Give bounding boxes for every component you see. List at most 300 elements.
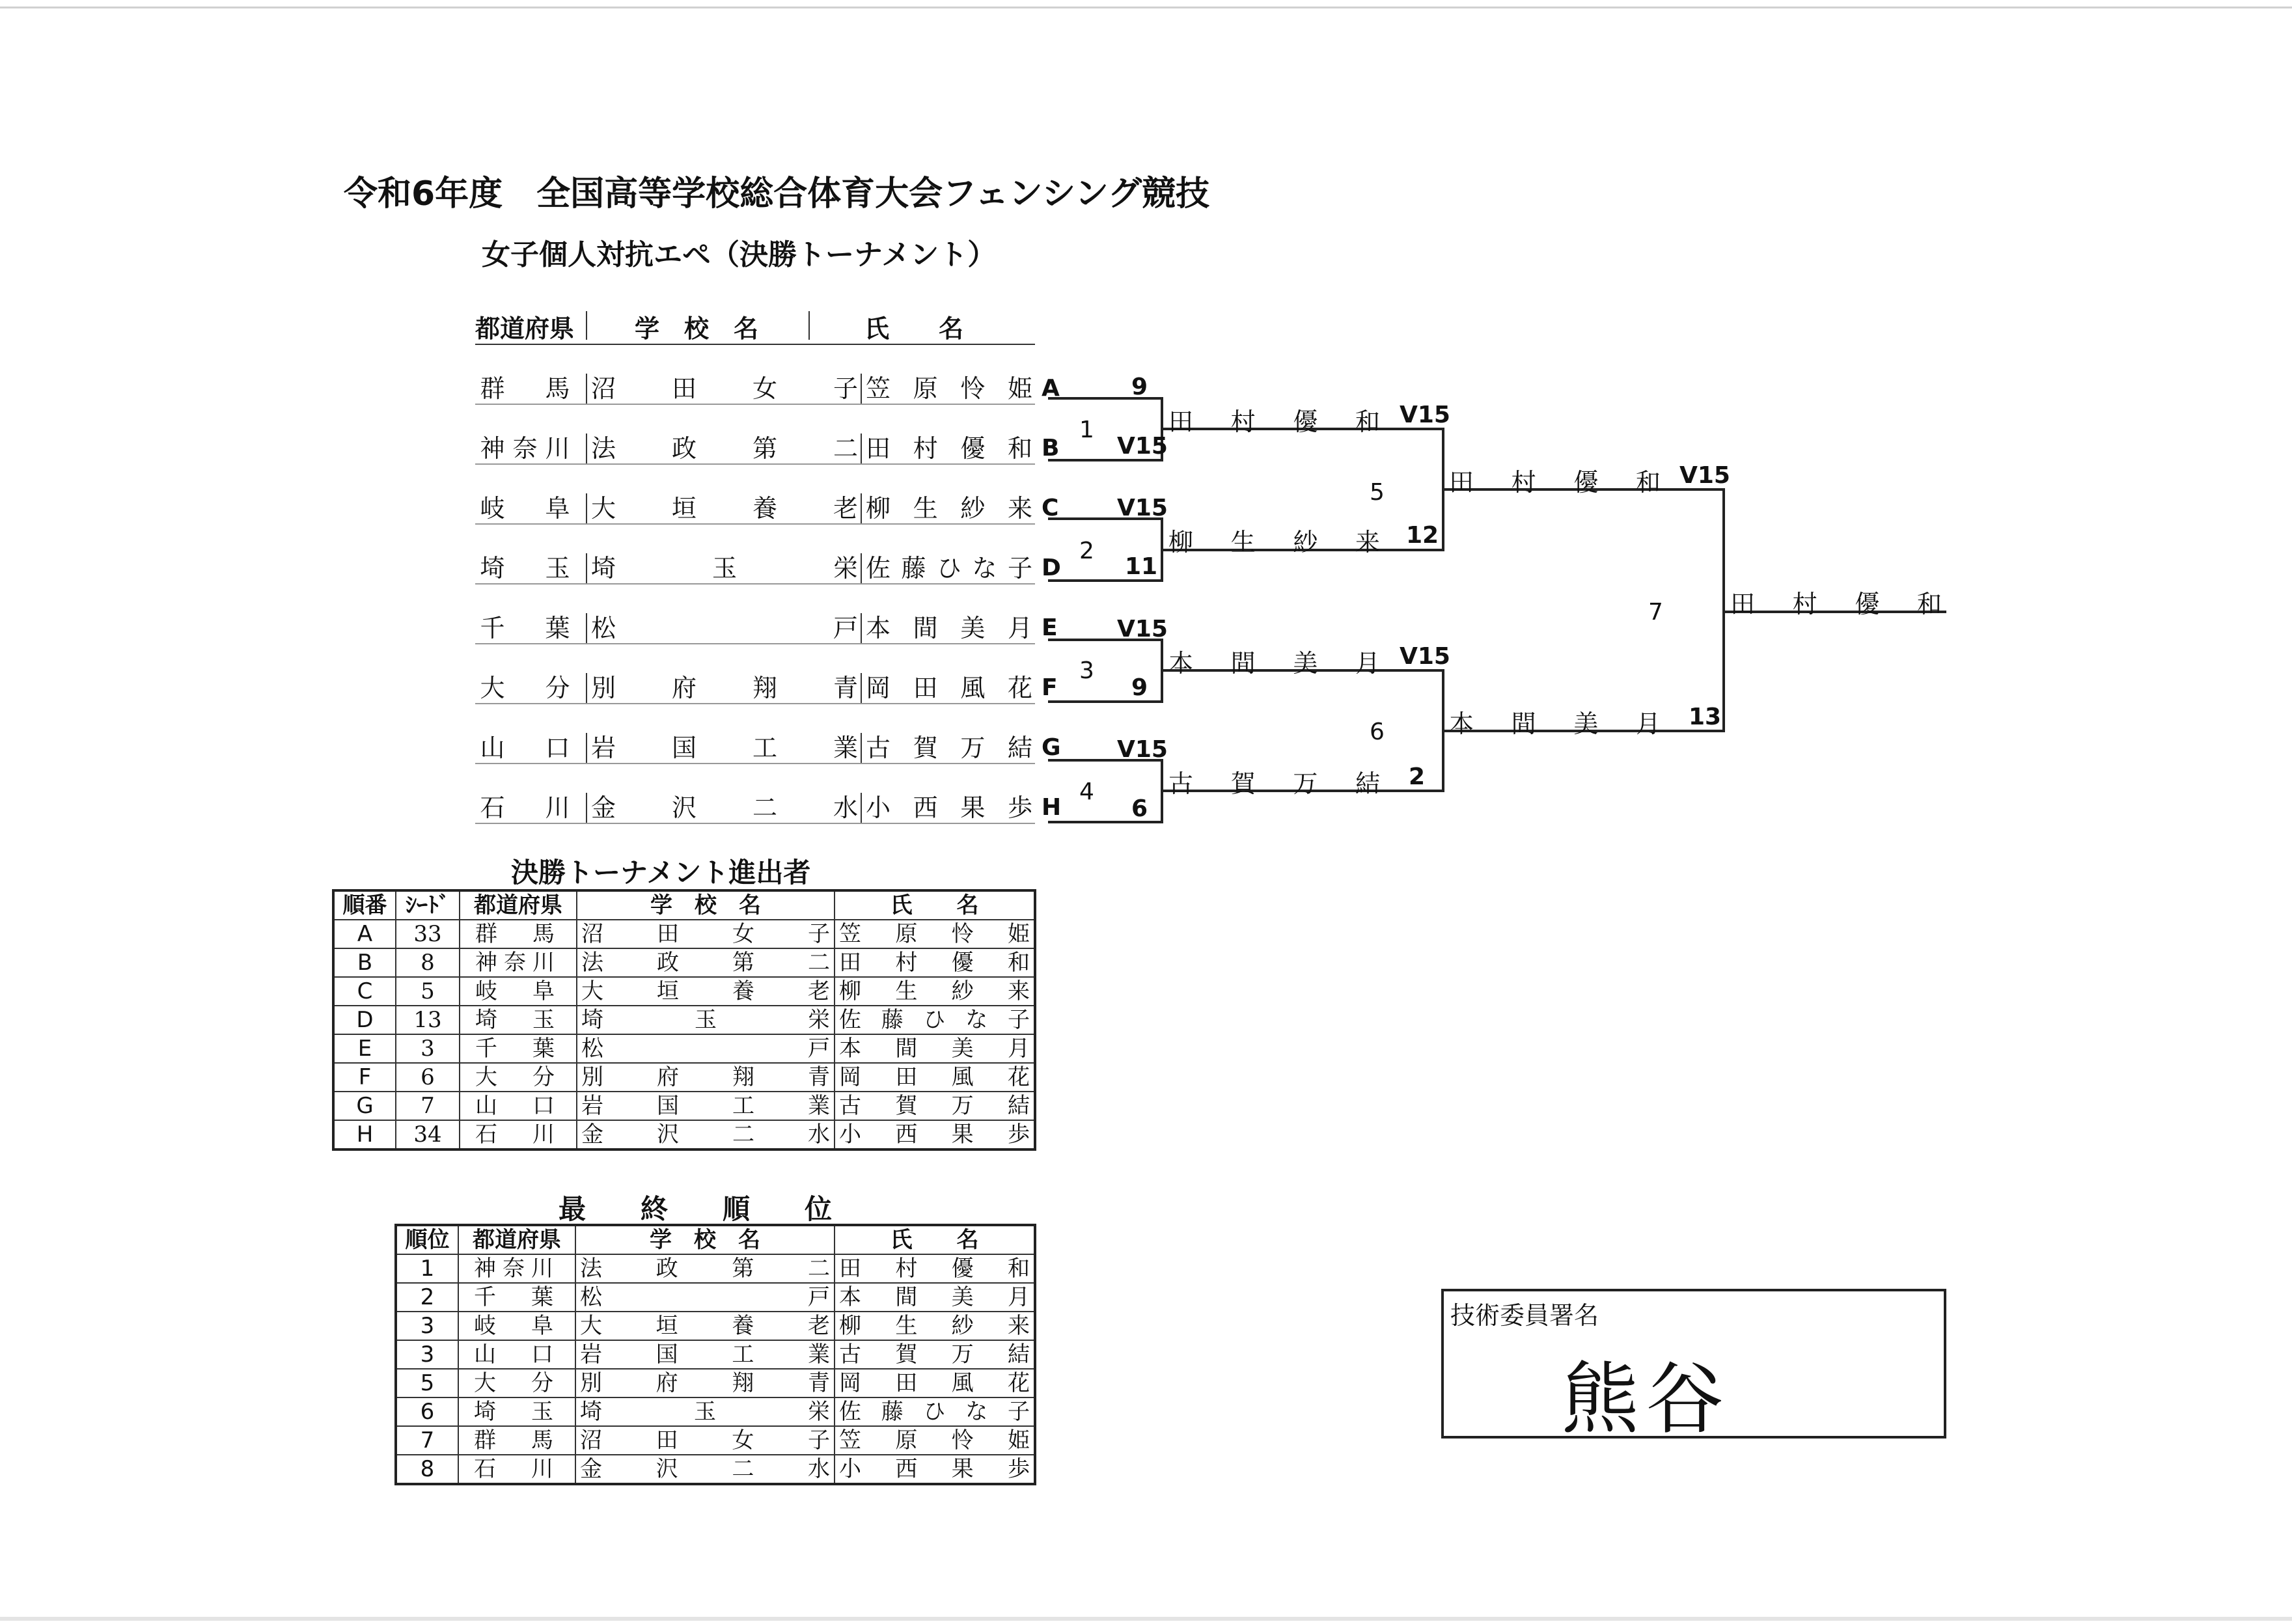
table-row bbox=[396, 1426, 1035, 1455]
school-cell-char: 大 bbox=[581, 978, 603, 1004]
name-cell-char: 結 bbox=[1007, 1342, 1030, 1368]
prefecture-cell: 石 川 bbox=[460, 1120, 577, 1149]
winner-name-char: 万 bbox=[1293, 769, 1318, 798]
school-cell-text bbox=[580, 1312, 830, 1340]
name-cell bbox=[835, 1254, 1035, 1283]
school-cell-char: 法 bbox=[580, 1256, 602, 1282]
name-cell-char: 柳 bbox=[839, 1313, 861, 1339]
school-cell bbox=[577, 948, 835, 977]
prefecture-cell: 埼 玉 bbox=[458, 1397, 575, 1426]
prefecture-cell: 大 分 bbox=[458, 1369, 575, 1397]
entrant-school bbox=[586, 793, 858, 823]
school-cell-char: 松 bbox=[580, 1284, 602, 1310]
name-cell-char: 古 bbox=[839, 1342, 861, 1368]
champion-name-char: 優 bbox=[1855, 590, 1880, 618]
school-cell-char: 府 bbox=[657, 1064, 679, 1090]
final-rankings-title: 最 終 順 位 bbox=[559, 1193, 833, 1225]
bracket-entrant-list bbox=[475, 305, 1062, 824]
name-cell-char: 姫 bbox=[1007, 921, 1030, 947]
entrant-school-char: 政 bbox=[671, 434, 697, 463]
bracket-line-bout-3 bbox=[1048, 640, 1162, 702]
name-cell-char: 古 bbox=[839, 1093, 861, 1119]
entrant-school bbox=[586, 434, 858, 463]
bracket-entrant-row bbox=[475, 704, 1061, 764]
col-school: 学 校 名 bbox=[575, 1225, 835, 1254]
entrant-school bbox=[586, 733, 858, 763]
bracket-entrant-row bbox=[475, 525, 1061, 585]
entrant-underline bbox=[475, 823, 1035, 824]
school-cell-char: 二 bbox=[808, 950, 830, 976]
col-seed: ｼｰﾄﾞ bbox=[396, 890, 460, 920]
entrant-school-char: 第 bbox=[752, 434, 777, 463]
rank-cell: 5 bbox=[396, 1369, 458, 1397]
table-row bbox=[396, 1369, 1035, 1397]
bout-number-6: 6 bbox=[1370, 719, 1385, 745]
entrant-name-char: 賀 bbox=[913, 734, 938, 762]
school-cell-char: 青 bbox=[808, 1064, 830, 1090]
name-cell-char: 間 bbox=[895, 1036, 918, 1062]
name-cell-char: 来 bbox=[1007, 1313, 1030, 1339]
seed-cell: 13 bbox=[396, 1006, 460, 1034]
header-divider bbox=[586, 311, 587, 340]
name-cell bbox=[835, 1340, 1035, 1369]
order-cell: F bbox=[333, 1063, 396, 1092]
name-cell bbox=[835, 977, 1035, 1006]
entrant-name bbox=[861, 733, 1035, 763]
entrant-school-char: 沢 bbox=[671, 793, 697, 822]
advancers-header-row bbox=[333, 890, 1035, 920]
name-cell-char: 岡 bbox=[839, 1370, 861, 1396]
entrant-prefecture: 千 葉 bbox=[480, 614, 578, 642]
name-cell-char: ひ bbox=[923, 1007, 946, 1033]
school-cell bbox=[577, 1063, 835, 1092]
entrant-school-char: 水 bbox=[833, 793, 858, 822]
school-cell-text bbox=[581, 949, 830, 976]
advancers-table bbox=[332, 889, 1036, 1151]
entrant-name bbox=[861, 793, 1035, 823]
name-cell-char: 笠 bbox=[839, 921, 861, 947]
bracket-entrant-row bbox=[475, 405, 1060, 465]
name-cell-char: 歩 bbox=[1007, 1456, 1030, 1482]
name-cell-char: 怜 bbox=[951, 921, 974, 947]
rank-cell: 8 bbox=[396, 1455, 458, 1484]
entrant-school-char: 松 bbox=[591, 614, 616, 642]
prefecture-cell: 岐 阜 bbox=[458, 1312, 575, 1340]
name-cell-char: 和 bbox=[1007, 1256, 1030, 1282]
order-cell: B bbox=[333, 948, 396, 977]
name-cell-char: 賀 bbox=[895, 1342, 918, 1368]
entrant-prefecture: 群 馬 bbox=[480, 374, 578, 403]
champion-name-char: 田 bbox=[1730, 590, 1756, 618]
winner-name-char: 紗 bbox=[1293, 528, 1318, 557]
rank-cell: 6 bbox=[396, 1397, 458, 1426]
name-cell-char: 美 bbox=[951, 1036, 974, 1062]
name-cell-char: 紗 bbox=[951, 1313, 974, 1339]
school-cell-char: 岩 bbox=[581, 1093, 603, 1119]
name-cell-text bbox=[839, 1255, 1030, 1282]
signature-value: 熊谷 bbox=[1561, 1355, 1730, 1445]
entrant-name-char: 生 bbox=[913, 494, 938, 523]
name-cell-char: 結 bbox=[1007, 1093, 1030, 1119]
name-cell-text bbox=[839, 1398, 1030, 1425]
entrant-name-char: 優 bbox=[960, 434, 986, 463]
order-cell: G bbox=[333, 1092, 396, 1120]
score-b: V15 bbox=[1117, 433, 1168, 460]
name-cell-char: 来 bbox=[1007, 978, 1030, 1004]
entrant-school-char: 青 bbox=[833, 674, 858, 702]
winner-name-char: 優 bbox=[1573, 468, 1599, 497]
name-cell bbox=[835, 1397, 1035, 1426]
bracket-entrant-row bbox=[475, 764, 1062, 824]
col-name: 氏 名 bbox=[835, 1225, 1035, 1254]
entrant-name-char: 風 bbox=[960, 674, 986, 702]
entrant-school-char: 二 bbox=[752, 793, 777, 822]
col-pref: 都道府県 bbox=[458, 1225, 575, 1254]
entrant-school-char: 玉 bbox=[711, 554, 737, 583]
prefecture-cell: 大 分 bbox=[460, 1063, 577, 1092]
round1-winner-1-score: V15 bbox=[1400, 402, 1450, 428]
entrant-letter: D bbox=[1042, 555, 1061, 581]
name-cell-char: 田 bbox=[839, 950, 861, 976]
school-cell bbox=[575, 1312, 835, 1340]
winner-name-char: 賀 bbox=[1230, 769, 1256, 798]
name-cell bbox=[835, 1312, 1035, 1340]
name-cell-char: 生 bbox=[895, 978, 918, 1004]
bout-number-5: 5 bbox=[1370, 479, 1385, 506]
entrant-letter: H bbox=[1042, 794, 1062, 821]
entrant-name bbox=[861, 553, 1035, 583]
school-cell-text bbox=[581, 1092, 830, 1120]
school-cell-char: 子 bbox=[807, 1427, 830, 1453]
entrant-school bbox=[586, 673, 858, 703]
school-cell-char: 青 bbox=[807, 1370, 830, 1396]
school-cell-char: 府 bbox=[656, 1370, 678, 1396]
entrant-letter: E bbox=[1042, 614, 1058, 641]
winner-name-char: 本 bbox=[1168, 649, 1194, 678]
entrant-school-char: 戸 bbox=[833, 614, 858, 642]
name-cell-text bbox=[839, 1121, 1030, 1148]
school-cell-text bbox=[581, 1064, 830, 1091]
name-cell-text bbox=[839, 1035, 1030, 1062]
entrant-name-char: 本 bbox=[866, 614, 891, 642]
winner-name-char: 月 bbox=[1635, 709, 1661, 738]
winner-name-char: 古 bbox=[1168, 769, 1194, 798]
school-cell-char: 田 bbox=[657, 921, 679, 947]
round1-winner-4 bbox=[1168, 764, 1380, 799]
name-cell-char: 風 bbox=[951, 1370, 974, 1396]
rank-cell: 7 bbox=[396, 1426, 458, 1455]
entrant-name-char: 佐 bbox=[866, 554, 891, 583]
page-edge-top bbox=[0, 7, 2292, 8]
entrant-school-char: 子 bbox=[833, 374, 858, 403]
name-cell-char: 田 bbox=[839, 1256, 861, 1282]
entrant-letter: B bbox=[1042, 435, 1060, 461]
header-name: 氏 名 bbox=[864, 314, 964, 343]
name-cell-text bbox=[839, 1312, 1030, 1340]
round1-winner-4-score: 2 bbox=[1409, 764, 1426, 790]
school-cell bbox=[577, 1092, 835, 1120]
school-cell-char: 翔 bbox=[732, 1064, 754, 1090]
prefecture-cell: 千 葉 bbox=[458, 1283, 575, 1312]
bracket-entrant-row bbox=[475, 345, 1060, 405]
bracket-entrant-row bbox=[475, 585, 1058, 644]
score-d: 11 bbox=[1125, 553, 1158, 580]
rank-cell: 2 bbox=[396, 1283, 458, 1312]
entrant-letter: F bbox=[1042, 674, 1058, 701]
order-cell: C bbox=[333, 977, 396, 1006]
name-cell-char: 田 bbox=[895, 1064, 918, 1090]
school-cell-char: 国 bbox=[657, 1093, 679, 1119]
prefecture-cell: 群 馬 bbox=[458, 1426, 575, 1455]
entrant-school-char: 翔 bbox=[752, 674, 777, 702]
school-cell-char: 養 bbox=[732, 978, 754, 1004]
school-cell-char: 翔 bbox=[732, 1370, 754, 1396]
seed-cell: 33 bbox=[396, 920, 460, 948]
school-cell-char: 政 bbox=[657, 950, 679, 976]
school-cell-char: 第 bbox=[732, 950, 754, 976]
school-cell-text bbox=[581, 1035, 830, 1062]
entrant-name bbox=[861, 493, 1035, 523]
semi-winner-2 bbox=[1449, 704, 1661, 739]
school-cell-char: 法 bbox=[581, 950, 603, 976]
school-cell-char: 栄 bbox=[808, 1007, 830, 1033]
entrant-name-char: な bbox=[972, 554, 997, 583]
school-cell-char: 沼 bbox=[580, 1427, 602, 1453]
winner-name-char: 優 bbox=[1293, 407, 1318, 436]
name-cell bbox=[835, 1455, 1035, 1484]
semi-winner-1-score: V15 bbox=[1679, 462, 1730, 489]
entrant-name-char: 田 bbox=[913, 674, 938, 702]
order-cell: A bbox=[333, 920, 396, 948]
entrant-school bbox=[586, 553, 858, 583]
name-cell-char: 佐 bbox=[839, 1007, 861, 1033]
name-cell bbox=[835, 948, 1035, 977]
name-cell-char: 花 bbox=[1007, 1370, 1030, 1396]
school-cell-char: 業 bbox=[808, 1093, 830, 1119]
school-cell bbox=[575, 1455, 835, 1484]
bout-number-3: 3 bbox=[1079, 657, 1094, 684]
winner-name-char: 村 bbox=[1511, 468, 1536, 497]
school-cell-text bbox=[581, 1121, 830, 1148]
name-cell-char: 果 bbox=[951, 1122, 974, 1148]
school-cell bbox=[575, 1254, 835, 1283]
winner-name-char: 美 bbox=[1293, 649, 1318, 678]
school-cell-text bbox=[581, 1006, 830, 1034]
document-title: 令和6年度 全国高等学校総合体育大会フェンシング競技 bbox=[344, 174, 1209, 213]
table-row bbox=[396, 1312, 1035, 1340]
entrant-school-char: 垣 bbox=[671, 494, 697, 523]
name-cell-char: 風 bbox=[951, 1064, 974, 1090]
bracket-entrant-header bbox=[475, 305, 1035, 345]
school-cell-char: 水 bbox=[808, 1122, 830, 1148]
school-cell-char: 政 bbox=[656, 1256, 678, 1282]
school-cell bbox=[577, 920, 835, 948]
name-cell-char: 花 bbox=[1007, 1064, 1030, 1090]
entrant-letter: G bbox=[1042, 734, 1061, 761]
bracket-entrant-rows bbox=[475, 345, 1062, 824]
entrant-school bbox=[586, 613, 858, 643]
entrant-name bbox=[861, 673, 1035, 703]
order-cell: D bbox=[333, 1006, 396, 1034]
entrant-name bbox=[861, 613, 1035, 643]
school-cell-text bbox=[581, 920, 830, 948]
name-cell-char: 岡 bbox=[839, 1064, 861, 1090]
round1-winner-1 bbox=[1168, 402, 1380, 437]
school-cell-char: 垣 bbox=[656, 1313, 678, 1339]
school-cell-char: 垣 bbox=[657, 978, 679, 1004]
prefecture-cell: 石 川 bbox=[458, 1455, 575, 1484]
rank-cell: 3 bbox=[396, 1312, 458, 1340]
col-order: 順番 bbox=[333, 890, 396, 920]
entrant-name-char: 紗 bbox=[960, 494, 986, 523]
entrant-school-char: 大 bbox=[591, 494, 616, 523]
entrant-name-char: 美 bbox=[960, 614, 986, 642]
name-cell bbox=[835, 1369, 1035, 1397]
school-cell-char: 戸 bbox=[808, 1036, 830, 1062]
name-cell-char: 本 bbox=[839, 1284, 861, 1310]
advancers-body bbox=[333, 920, 1035, 1149]
entrant-school bbox=[586, 493, 858, 523]
name-cell-char: 万 bbox=[951, 1342, 974, 1368]
school-cell-char: 玉 bbox=[694, 1399, 716, 1425]
school-cell bbox=[577, 977, 835, 1006]
name-cell-char: 本 bbox=[839, 1036, 861, 1062]
school-cell-char: 老 bbox=[808, 978, 830, 1004]
school-cell-char: 女 bbox=[732, 921, 754, 947]
advancers-title: 決勝トーナメント進出者 bbox=[511, 857, 811, 888]
semi-winner-2-score: 13 bbox=[1689, 704, 1722, 730]
name-cell-char: 月 bbox=[1007, 1284, 1030, 1310]
table-row bbox=[396, 1283, 1035, 1312]
score-g: V15 bbox=[1117, 736, 1168, 763]
name-cell-text bbox=[839, 1427, 1030, 1454]
school-cell-char: 女 bbox=[732, 1427, 754, 1453]
school-cell-char: 松 bbox=[581, 1036, 603, 1062]
entrant-name-char: 子 bbox=[1007, 554, 1032, 583]
entrant-name bbox=[861, 434, 1035, 463]
name-cell-text bbox=[839, 1341, 1030, 1368]
table-row bbox=[333, 1063, 1035, 1092]
school-cell-char: 子 bbox=[808, 921, 830, 947]
table-row bbox=[396, 1340, 1035, 1369]
bracket-line-bout-5 bbox=[1162, 429, 1443, 550]
school-cell bbox=[575, 1340, 835, 1369]
round1-winner-3-score: V15 bbox=[1400, 643, 1450, 670]
school-cell-char: 栄 bbox=[808, 1399, 830, 1425]
school-cell-char: 田 bbox=[656, 1427, 678, 1453]
champion-name-char: 村 bbox=[1792, 590, 1817, 618]
semi-winner-1 bbox=[1449, 462, 1661, 498]
name-cell-char: 優 bbox=[951, 950, 974, 976]
table-row bbox=[333, 1006, 1035, 1034]
entrant-letter: A bbox=[1042, 375, 1060, 402]
order-cell: E bbox=[333, 1034, 396, 1063]
score-c: V15 bbox=[1117, 495, 1168, 521]
prefecture-cell: 神奈川 bbox=[460, 948, 577, 977]
entrant-school-char: 業 bbox=[833, 734, 858, 762]
name-cell-text bbox=[839, 1064, 1030, 1091]
name-cell-char: 柳 bbox=[839, 978, 861, 1004]
school-cell-char: 国 bbox=[656, 1342, 678, 1368]
name-cell-char: 子 bbox=[1008, 1007, 1030, 1033]
name-cell-char: な bbox=[965, 1007, 988, 1033]
entrant-name-char: 古 bbox=[866, 734, 891, 762]
final-rankings-table bbox=[394, 1224, 1036, 1485]
signature-label: 技術委員署名 bbox=[1450, 1301, 1599, 1330]
prefecture-cell: 千 葉 bbox=[460, 1034, 577, 1063]
name-cell-char: 藤 bbox=[881, 1399, 904, 1425]
entrant-name-char: 村 bbox=[913, 434, 938, 463]
table-row bbox=[333, 1092, 1035, 1120]
entrant-name-char: 笠 bbox=[866, 374, 891, 403]
school-cell-char: 第 bbox=[732, 1256, 754, 1282]
rank-cell: 3 bbox=[396, 1340, 458, 1369]
name-cell bbox=[835, 1034, 1035, 1063]
entrant-name-char: 間 bbox=[913, 614, 938, 642]
entrant-name-char: 万 bbox=[960, 734, 986, 762]
school-cell-char: 大 bbox=[580, 1313, 602, 1339]
entrant-name-char: 結 bbox=[1007, 734, 1032, 762]
seed-cell: 7 bbox=[396, 1092, 460, 1120]
name-cell-char: 小 bbox=[839, 1122, 861, 1148]
score-h: 6 bbox=[1131, 795, 1148, 822]
round1-winner-2 bbox=[1168, 522, 1380, 558]
name-cell-text bbox=[839, 978, 1030, 1005]
school-cell-char: 沢 bbox=[657, 1122, 679, 1148]
school-cell bbox=[577, 1120, 835, 1149]
entrant-name-char: 花 bbox=[1007, 674, 1032, 702]
school-cell-char: 二 bbox=[732, 1456, 754, 1482]
score-e: V15 bbox=[1117, 616, 1168, 642]
name-cell bbox=[835, 1120, 1035, 1149]
col-rank: 順位 bbox=[396, 1225, 458, 1254]
bracket-line-bout-1 bbox=[1048, 398, 1162, 460]
entrant-school-char: 田 bbox=[671, 374, 697, 403]
bout-number-1: 1 bbox=[1079, 417, 1094, 443]
bracket-line-bout-4 bbox=[1048, 760, 1162, 822]
prefecture-cell: 岐 阜 bbox=[460, 977, 577, 1006]
entrant-prefecture: 神奈川 bbox=[480, 434, 578, 463]
name-cell-char: 佐 bbox=[839, 1399, 861, 1425]
bracket-line-bout-2 bbox=[1048, 519, 1162, 581]
entrant-name-char: 果 bbox=[960, 793, 986, 822]
bracket-entrant-row bbox=[475, 644, 1058, 704]
school-cell-text bbox=[580, 1255, 830, 1282]
round1-winner-3 bbox=[1168, 643, 1380, 679]
prefecture-cell: 神奈川 bbox=[458, 1254, 575, 1283]
winner-name-char: 和 bbox=[1635, 468, 1661, 497]
page-edge-bottom bbox=[0, 1617, 2292, 1621]
school-cell bbox=[575, 1283, 835, 1312]
school-cell bbox=[575, 1426, 835, 1455]
order-cell: H bbox=[333, 1120, 396, 1149]
name-cell-char: 紗 bbox=[951, 978, 974, 1004]
winner-name-char: 美 bbox=[1573, 709, 1599, 738]
entrant-name-char: 小 bbox=[866, 793, 891, 822]
entrant-school-char: 埼 bbox=[591, 554, 616, 583]
school-cell-char: 二 bbox=[732, 1122, 754, 1148]
final-rankings-body bbox=[396, 1254, 1035, 1484]
school-cell-char: 埼 bbox=[581, 1007, 603, 1033]
name-cell bbox=[835, 1283, 1035, 1312]
name-cell-char: 間 bbox=[895, 1284, 918, 1310]
name-cell-text bbox=[839, 1092, 1030, 1120]
school-cell-char: 別 bbox=[581, 1064, 603, 1090]
seed-cell: 3 bbox=[396, 1034, 460, 1063]
school-cell bbox=[575, 1397, 835, 1426]
bout-number-4: 4 bbox=[1079, 778, 1094, 805]
entrant-prefecture: 大 分 bbox=[480, 674, 578, 702]
